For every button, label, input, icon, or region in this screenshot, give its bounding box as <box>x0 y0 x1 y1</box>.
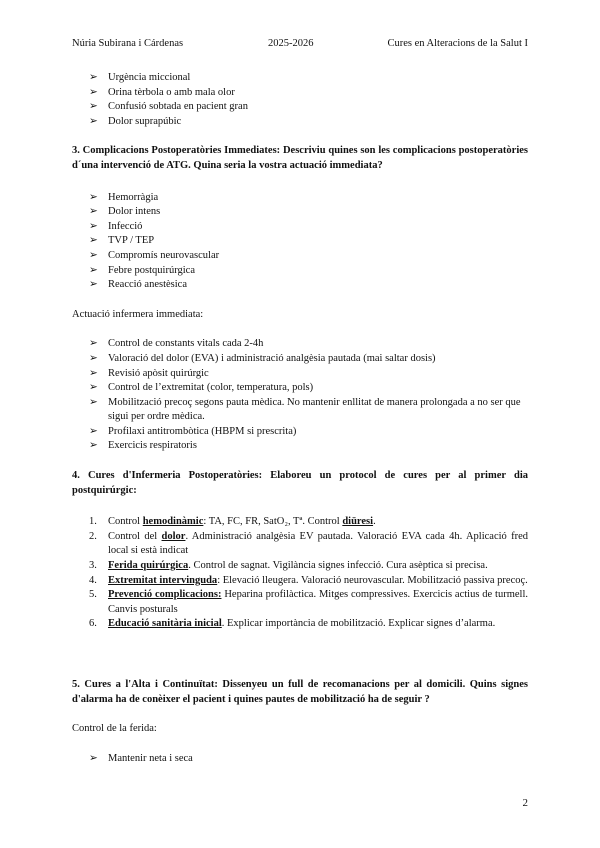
arrow-bullet-icon: ➢ <box>89 206 98 218</box>
arrow-bullet-icon: ➢ <box>89 352 98 364</box>
list-item: 1. Control hemodinàmic: TA, FC, FR, SatO₂, Tª. Control diüresi. <box>89 516 376 528</box>
list-item: 4. Extremitat intervinguda: Elevació lleugera. Valoració neurovascular. Mobilització passiva precoç. <box>89 574 528 586</box>
ferida-list <box>72 752 528 767</box>
arrow-bullet-icon: ➢ <box>89 101 98 113</box>
question-4-title: 4. Cures d'Infermeria Postoperatòries: Elaboreu un protocol de cures per al primer dia postquirúrgic: <box>72 470 528 496</box>
list-item: ➢ Febre postquirúrgica <box>72 264 528 279</box>
arrow-bullet-icon: ➢ <box>89 382 98 394</box>
list-item: ➢ Confusió sobtada en pacient gran <box>72 100 528 115</box>
list-item: ➢ Reacció anestèsica <box>72 278 528 293</box>
list-item: ➢ TVP / TEP <box>72 234 528 249</box>
arrow-bullet-icon: ➢ <box>89 235 98 247</box>
protocol-list <box>72 515 528 632</box>
list-item: ➢ Orina tèrbola o amb mala olor <box>72 86 528 101</box>
list-item: ➢ Compromís neurovascular <box>72 249 528 264</box>
page-number: 2 <box>522 797 528 809</box>
arrow-bullet-icon: ➢ <box>89 115 98 127</box>
arrow-bullet-icon: ➢ <box>89 396 98 408</box>
symptom-list <box>72 71 528 129</box>
list-item: ➢ Mantenir neta i seca <box>72 752 528 767</box>
arrow-bullet-icon: ➢ <box>89 264 98 276</box>
actuacio-list <box>72 337 528 454</box>
list-item: ➢ Urgència miccional <box>72 71 528 86</box>
actuacio-label: Actuació infermera immediata: <box>72 308 204 320</box>
arrow-bullet-icon: ➢ <box>89 752 98 764</box>
complications-list <box>72 191 528 293</box>
arrow-bullet-icon: ➢ <box>89 338 98 350</box>
list-item: ➢ Revisió apòsit quirúrgic <box>72 367 528 382</box>
question-3-title: 3. Complicacions Postoperatòries Immediates: Descriviu quines son les complicacions postoperatòries d´una intervenció de ATG. Quina seria la vostra actuació immediata? <box>72 145 528 171</box>
arrow-bullet-icon: ➢ <box>89 220 98 232</box>
question-5-title: 5. Cures a l'Alta i Continuïtat: Dissenyeu un full de recomanacions per al domicili. Quins signes d'alarma ha de conèixer el pacient i quines pautes de mobilització ha de seguir ? <box>72 679 528 705</box>
list-item: 2. Control del dolor. Administració analgèsia EV pautada. Valoració EVA cada 4h. Aplicació fred local si està indicat <box>89 530 528 557</box>
list-item: 3. Ferida quirúrgica. Control de sagnat. Vigilància signes infecció. Cura asèptica si precisa. <box>89 560 488 572</box>
arrow-bullet-icon: ➢ <box>89 279 98 291</box>
page-content <box>72 71 528 766</box>
header-course: Cures en Alteracions de la Salut I <box>387 38 528 49</box>
list-item: ➢ Valoració del dolor (EVA) i administració analgèsia pautada (mai saltar dosis) <box>72 352 528 367</box>
arrow-bullet-icon: ➢ <box>89 440 98 452</box>
list-item: ➢ Control de l’extremitat (color, temperatura, pols) <box>72 381 528 396</box>
list-item: ➢ Control de constants vitals cada 2-4h <box>72 337 528 352</box>
arrow-bullet-icon: ➢ <box>89 367 98 379</box>
list-item: ➢ Profilaxi antitrombòtica (HBPM si prescrita) <box>72 425 528 440</box>
list-item: 6. Educació sanitària inicial. Explicar importància de mobilització. Explicar signes d’alarma. <box>89 618 496 630</box>
arrow-bullet-icon: ➢ <box>89 249 98 261</box>
list-item: ➢ Hemorràgia <box>72 191 528 206</box>
header-year: 2025-2026 <box>268 38 314 49</box>
arrow-bullet-icon: ➢ <box>89 86 98 98</box>
header-author: Núria Subirana i Cárdenas <box>72 38 184 49</box>
arrow-bullet-icon: ➢ <box>89 72 98 83</box>
arrow-bullet-icon: ➢ <box>89 425 98 437</box>
list-item: 5. Prevenció complicacions: Heparina profilàctica. Mitges compressives. Exercicis actius de turmell. Canvis posturals <box>89 589 528 615</box>
list-item: ➢ Mobilització precoç segons pauta mèdica. No mantenir enllitat de manera prolongada a no ser que sigui per ordre mèdica. <box>89 396 521 423</box>
list-item: ➢ Dolor suprapúbic <box>72 115 528 130</box>
list-item: ➢ Dolor intens <box>72 205 528 220</box>
list-item: ➢ Infecció <box>72 220 528 235</box>
list-item: ➢ Exercicis respiratoris <box>72 439 528 454</box>
control-ferida-label: Control de la ferida: <box>72 723 157 735</box>
arrow-bullet-icon: ➢ <box>89 191 98 203</box>
page-header <box>72 38 528 52</box>
